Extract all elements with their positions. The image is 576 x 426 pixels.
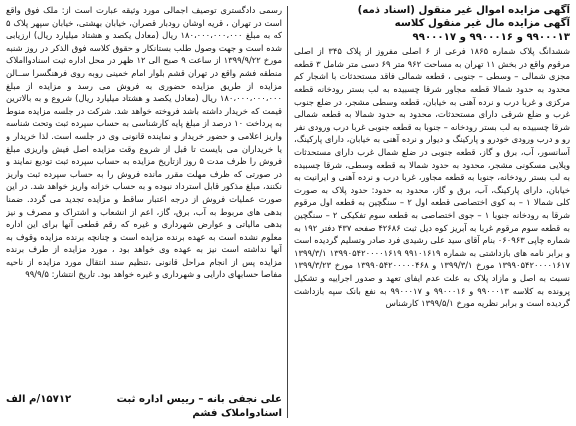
reference-number: ۱۵۷۱۲/م الف [6, 394, 72, 405]
office-name: اسنادواملاک فشم [192, 407, 282, 419]
right-column [294, 4, 570, 420]
property-description: ششدانگ پلاک شماره ۱۸۶۵ فرعی از ۶ اصلی مفروز از پلاک ۳۴۵ از اصلی مرقوم واقع در بخش ۱۱ تهران به مساحت ۹۶۲ متر ۶۹ دسی متر شامل ۳ قطعه مجزی شمالی – وسطی – جنوبی ، قطعه شمالی فاقد مستحدثات با اشجار کم محدود به حدود شمالا قطعه مجاور شرقا چسبیده به لب بستر رودخانه قطعه مرکزی و غربا درب و نرده آهنی به خیابان، قطعه وسطی مشجر، در ضلع جنوب غرب و ضلع شرقی دارای مستحدثات، محدود به حدود شمالا به قطعه شمالی شرقا چسبیده به لب بستر رودخانه – جنوبا به قطعه جنوبی غربا درب ورودی نفر رو و درب ورودی خودرو و پارکینگ و دیوار و نرده آهنی به خیابان، دارای پارکینگ، آسانسور، آب، برق و گاز، قطعه جنوبی در ضلع شمال غرب دارای مستحدثات ویلایی مسکونی مشجر، محدود به حدود شمالا به قطعه وسطی، شرقا چسبیده به لب بستر رودخانه، جنوبا به قطعه مجاور، غربا درب و نرده آهنی و ایرانیت به خیابان، دارای پارکینگ، آب، برق و گاز، محدود به حدود: حدود پلاک به صورت کلی شمالا ۱ – به کوی اختصاصی قطعه اول ۲ – سنگچین به قطعه اول مرقوم شرقا به رودخانه جنوبا ۱ – جوی اختصاصی به قطعه سوم تفکیکی ۲ – سنگچین به قطعه سوم مرقوم غربا به آبریز کوه دیل ثبت ۴۲۶۸۶ صفحه ۴۳۷ دفتر ۱۹۲ به شماره چاپی ۰۶۰۹۶۳ بنام آقای سید علی رشیدی فرد صادر وتسلیم گردیده است و برابر نامه های بازداشتی به شماره ۹۹۱۰۱۶۱۹ ۱۳۹۹۰۵۴۲۰۰۰۰۱۶۱۹ ۱۳۹۹/۳/۱ ۱۳۹۹۰۵۴۲۰۰۰۰۱۶۱۷ مورخ ۱۳۹۹/۳/۱ و ۱۳۹۹۰۵۴۲۰۰۰۰۰۴۶۸ مورخ ۱۳۹۹/۳/۲۳ نسبت به اصل و مازاد پلاک به علت عدم ایفای تعهد و صدور اجراییه و تشکیل پرونده به کلاسه ۹۹۰۰۰۱۳ و ۹۹۰۰۰۱۶ و ۹۹۰۰۰۱۷ به نفع بانک سپه بازداشت گردیده است و برابر نظریه مورخ ۱۳۹۹/۵/۱ کارشناس [294, 46, 570, 309]
notice-title-line-3: ۹۹۰۰۰۱۳ و ۹۹۰۰۰۱۶ و ۹۹۰۰۰۱۷ [412, 31, 570, 43]
signature-row [6, 393, 282, 407]
notice-title-line-2: آگهی مزایده مال غیر منقول کلاسه [394, 18, 570, 30]
signature-block [6, 393, 282, 420]
notice-title-line-1: آگهی مزایده اموال غیر منقول (اسناد ذمه) [357, 5, 570, 16]
left-column [6, 4, 282, 420]
auction-terms: رسمی دادگستری توصیف اجمالی مورد وثیقه عبارت است از: ملک فوق واقع است در تهران ، قریه اوشان رودبار قصران، خیابان بهشتی، خیابان سپهر پلاک ۵ که به مبلغ ۱۸۰،۰۰۰،۰۰۰،۰۰۰ ریال (معادل یکصد و هشتاد میلیارد ریال) ارزیابی شده است و جهت وصول طلب بستانکار و حقوق کلاسه فوق الذکر در روز شنبه مورخ ۱۳۹۹/۹/۲۲ از ساعت ۹ صبح الی ۱۲ ظهر در محل اداره ثبت اسنادوااملاک منطقه فشم واقع در تهران قشم بلوار امام خمینی روبه روی فرهنگسرا ســالن مزایده از طریق مزایده حضوری به فروش می رسد و مزایده از مبلغ ۱۸۰،۰۰۰،۰۰۰،۰۰۰ ریال (معادل یکصد و هشتاد میلیارد ریال) شروع و به بالاترین قیمت که خریدار داشته باشد فروخته خواهد شد. شرکت در جلسه مزایده منوط به پرداخت ۱۰ درصد از مبلغ پایه کارشناسی به حساب سپرده ثبت وتحت شناسه واریز اعلامی و حضور خریدار و نماینده قانونی وی در جلسه است. لذا خریدار و یا خریداران می بایست تا قبل از شروع وقت مزایده اصل فیش واریزی مبلغ فروش را ظرف مدت ۵ روز ازتاریخ مزایده به حساب سپرده ثبت تودیع نمایند و در صورتی که ظرف مهلت مقرر مانده فروش را به حساب سپرده ثبت واریز نکنند، مبلغ مذکور قابل استرداد نبوده و به حساب خزانه واریز خواهد شد. در این صورت عملیات فروش از درجه اعتبار ساقط و مزایده تجدید می گردد. ضمنا بدهی های مربوط به آب، برق، گاز، اعم از انشعاب و اشتراک و مصرف و نیز بدهی مالیاتی و عوارض شهرداری و غیره که رقم قطعی آنها برای این اداره معلوم نشده است به عهده برنده مزایده است و چنانچه برنده مزایده وقوف به آنها نداشته است نیز به عهده وی خواهد بود ، مورد مزایده از طرف برنده مزایده پس از انجام مراحل قانونی ،تنظیم سند انتقال مورد مزایده از ناحیه مفاصا حسابهای دارایی و شهرداری و غیره خواهد بود. تاریخ انتشار: ۹۹/۹/۵ [6, 5, 282, 280]
signatory-name: علی نجفی بانه – رییس اداره ثبت [116, 394, 282, 405]
column-divider [287, 6, 288, 418]
